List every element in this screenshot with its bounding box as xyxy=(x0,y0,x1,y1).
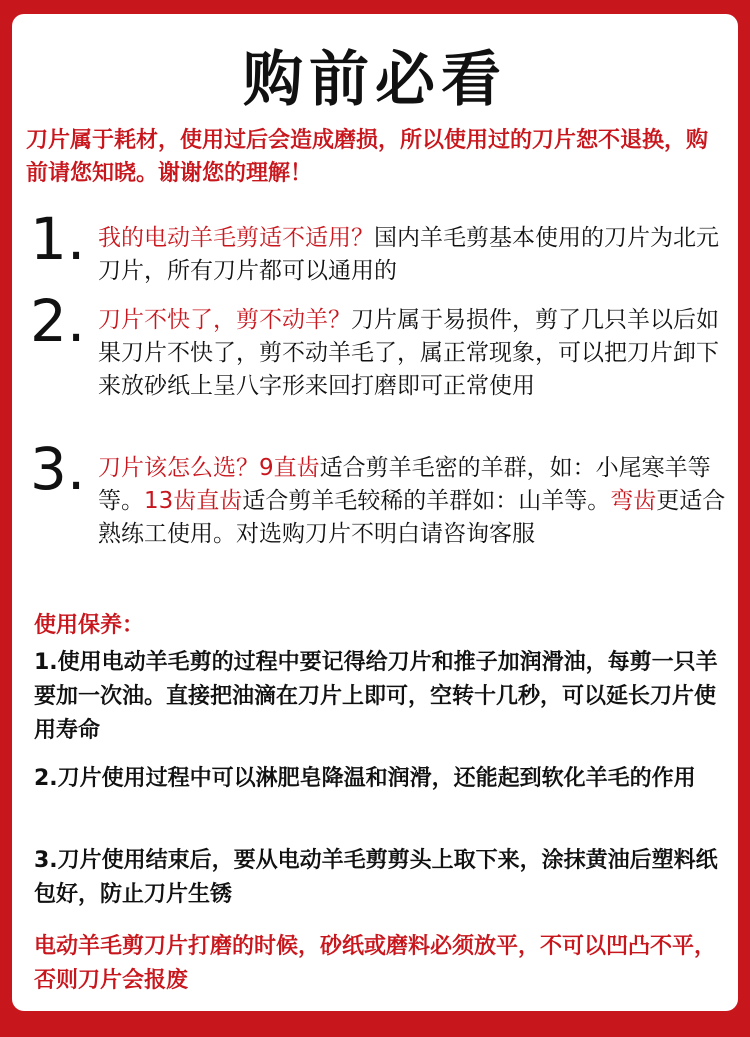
tooth-type-9-straight: 9直齿 xyxy=(259,455,320,481)
content-card xyxy=(12,14,738,1011)
qa-question: 我的电动羊毛剪适不适用？ xyxy=(98,225,374,251)
care-item-3: 3.刀片使用结束后，要从电动羊毛剪剪头上取下来，涂抹黄油后塑料纸包好，防止刀片生锈 xyxy=(34,848,718,907)
care-heading: 使用保养： xyxy=(34,613,145,638)
care-item-2: 2.刀片使用过程中可以淋肥皂降温和润滑，还能起到软化羊毛的作用 xyxy=(34,766,696,791)
qa-body xyxy=(98,304,728,403)
qa-answer: 国内羊毛剪基本使用的刀片为北元刀片，所有刀片都可以通用的 xyxy=(98,225,719,284)
qa-number: 2. xyxy=(30,287,86,355)
page-title: 购前必看 xyxy=(243,45,507,115)
qa-answer-part: 更适合熟练工使用。对选购刀片不明白请咨询客服 xyxy=(98,488,726,547)
qa-question: 刀片该怎么选？ xyxy=(98,455,259,481)
qa-question: 刀片不快了，剪不动羊？ xyxy=(98,307,351,333)
qa-body xyxy=(98,452,728,551)
tooth-type-13-straight: 13齿直齿 xyxy=(144,488,243,514)
qa-body xyxy=(98,222,728,288)
qa-answer: 刀片属于易损件，剪了几只羊以后如果刀片不快了，剪不动羊毛了，属正常现象，可以把刀片卸下来放砂纸上呈八字形来回打磨即可正常使用 xyxy=(98,307,719,399)
qa-answer-part: 适合剪羊毛密的羊群，如：小尾寒羊等等。 xyxy=(98,455,711,514)
tooth-type-curved: 弯齿 xyxy=(610,488,657,514)
qa-number: 1. xyxy=(30,205,86,273)
care-item-1: 1.使用电动羊毛剪的过程中要记得给刀片和推子加润滑油，每剪一只羊要加一次油。直接把油滴在刀片上即可，空转十几秒，可以延长刀片使用寿命 xyxy=(34,650,718,743)
warning-text: 电动羊毛剪刀片打磨的时候，砂纸或磨料必须放平，不可以凹凸不平，否则刀片会报废 xyxy=(34,934,717,993)
notice-text: 刀片属于耗材，使用过后会造成磨损，所以使用过的刀片恕不退换，购前请您知晓。谢谢您的理解！ xyxy=(26,128,709,186)
qa-answer-part: 适合剪羊毛较稀的羊群如：山羊等。 xyxy=(242,488,611,514)
qa-number: 3. xyxy=(30,435,86,503)
